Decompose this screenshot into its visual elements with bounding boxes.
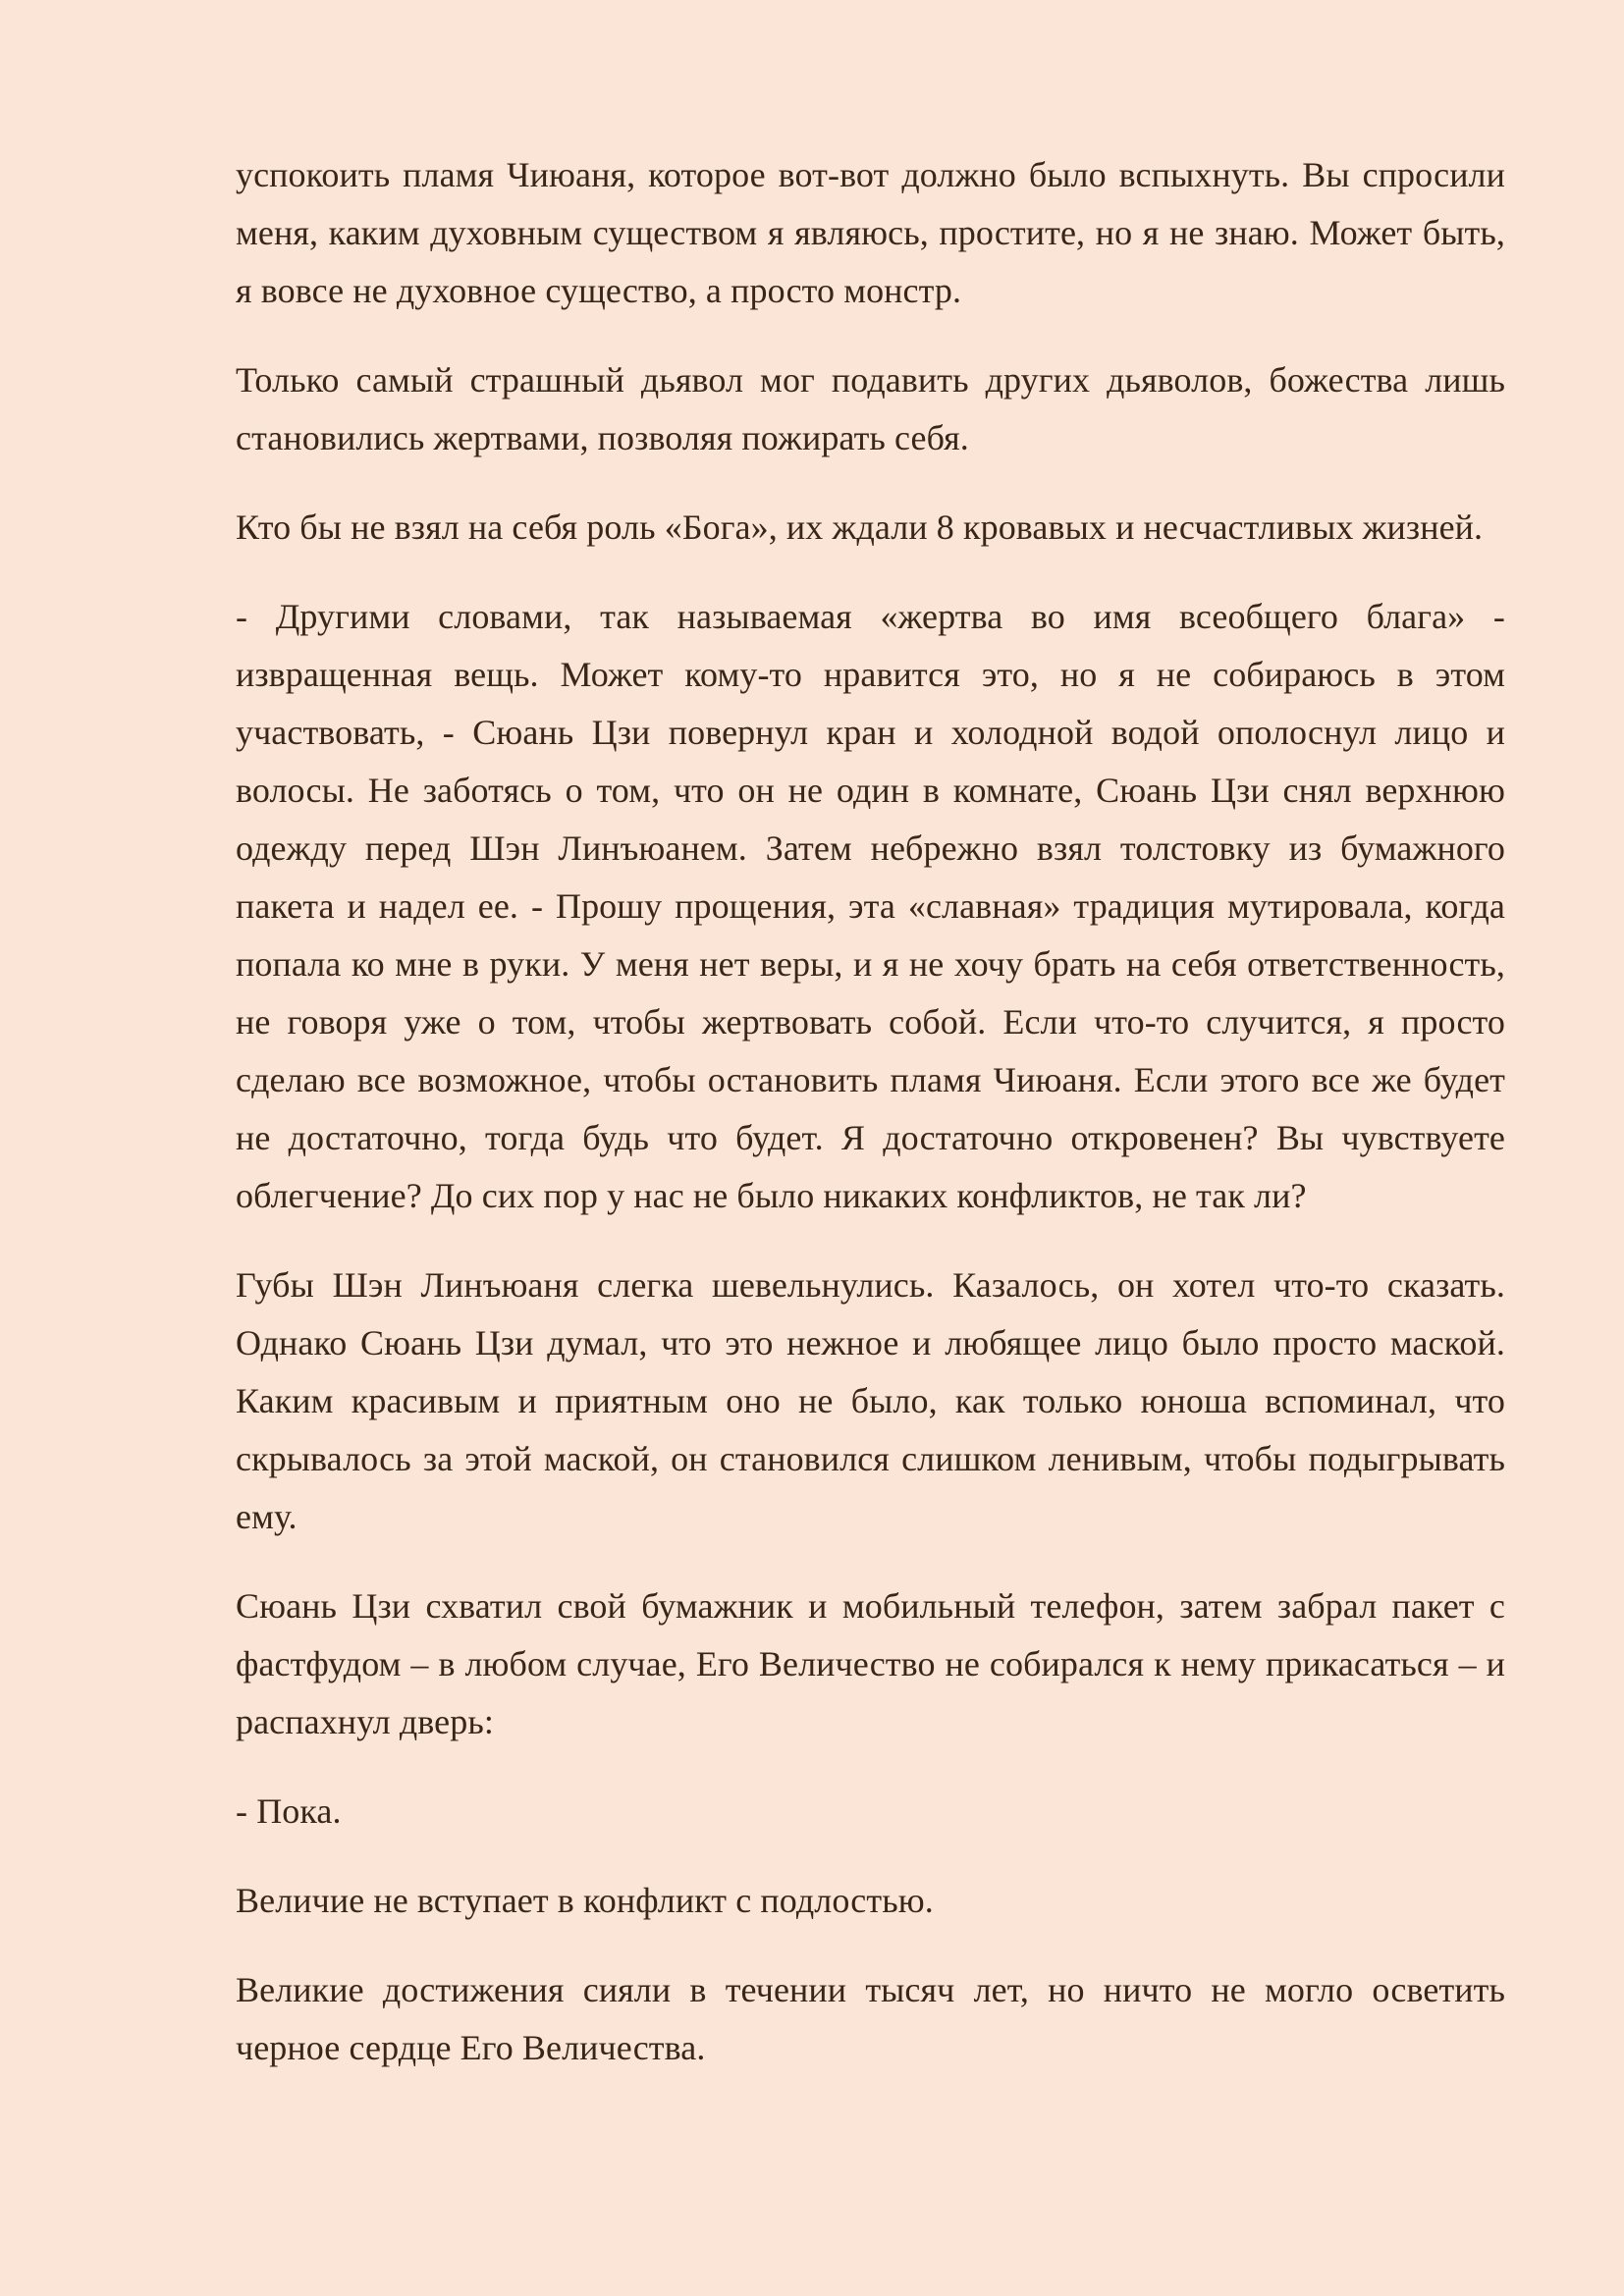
paragraph-9: Великие достижения сияли в течении тысяч лет, но ничто не могло осветить черное сердце Его Величества. [236,1970,1505,2067]
paragraph-1: успокоить пламя Чиюаня, которое вот-вот должно было вспыхнуть. Вы спросили меня, каким духовным существом я являюсь, простите, но я не знаю. Может быть, я вовсе не духовное существо, а просто монстр. [236,155,1505,310]
paragraph-4: - Другими словами, так называемая «жертва во имя всеобщего блага» - извращенная вещь. Может кому-то нравится это, но я не собираюсь в этом участвовать, - Сюань Цзи повернул кран и холодной водой ополоснул лицо и волосы. Не заботясь о том, что он не один в комнате, Сюань Цзи снял верхнюю одежду перед Шэн Линъюанем. Затем небрежно взял толстовку из бумажного пакета и надел ее. - Прошу прощения, эта «славная» традиция мутировала, когда попала ко мне в руки. У меня нет веры, и я не хочу брать на себя ответственность, не говоря уже о том, чтобы жертвовать собой. Если что-то случится, я просто сделаю все возможное, чтобы остановить пламя Чиюаня. Если этого все же будет не достаточно, тогда будь что будет. Я достаточно откровенен? Вы чувствуете облегчение? До сих пор у нас не было никаких конфликтов, не так ли? [236,597,1505,1215]
paragraph-2: Только самый страшный дьявол мог подавить других дьяволов, божества лишь становились жертвами, позволяя пожирать себя. [236,360,1505,457]
paragraph-7: - Пока. [236,1791,342,1831]
paragraph-5: Губы Шэн Линъюаня слегка шевельнулись. Казалось, он хотел что-то сказать. Однако Сюань Цзи думал, что это нежное и любящее лицо было просто маской. Каким красивым и приятным оно не было, как только юноша вспоминал, что скрывалось за этой маской, он становился слишком ленивым, чтобы подыгрывать ему. [236,1265,1505,1536]
paragraph-8: Величие не вступает в конфликт с подлостью. [236,1881,934,1920]
paragraph-3: Кто бы не взял на себя роль «Бога», их ждали 8 кровавых и несчастливых жизней. [236,507,1484,547]
paragraph-6: Сюань Цзи схватил свой бумажник и мобильный телефон, затем забрал пакет с фастфудом – в любом случае, Его Величество не собирался к нему прикасаться – и распахнул дверь: [236,1586,1505,1741]
